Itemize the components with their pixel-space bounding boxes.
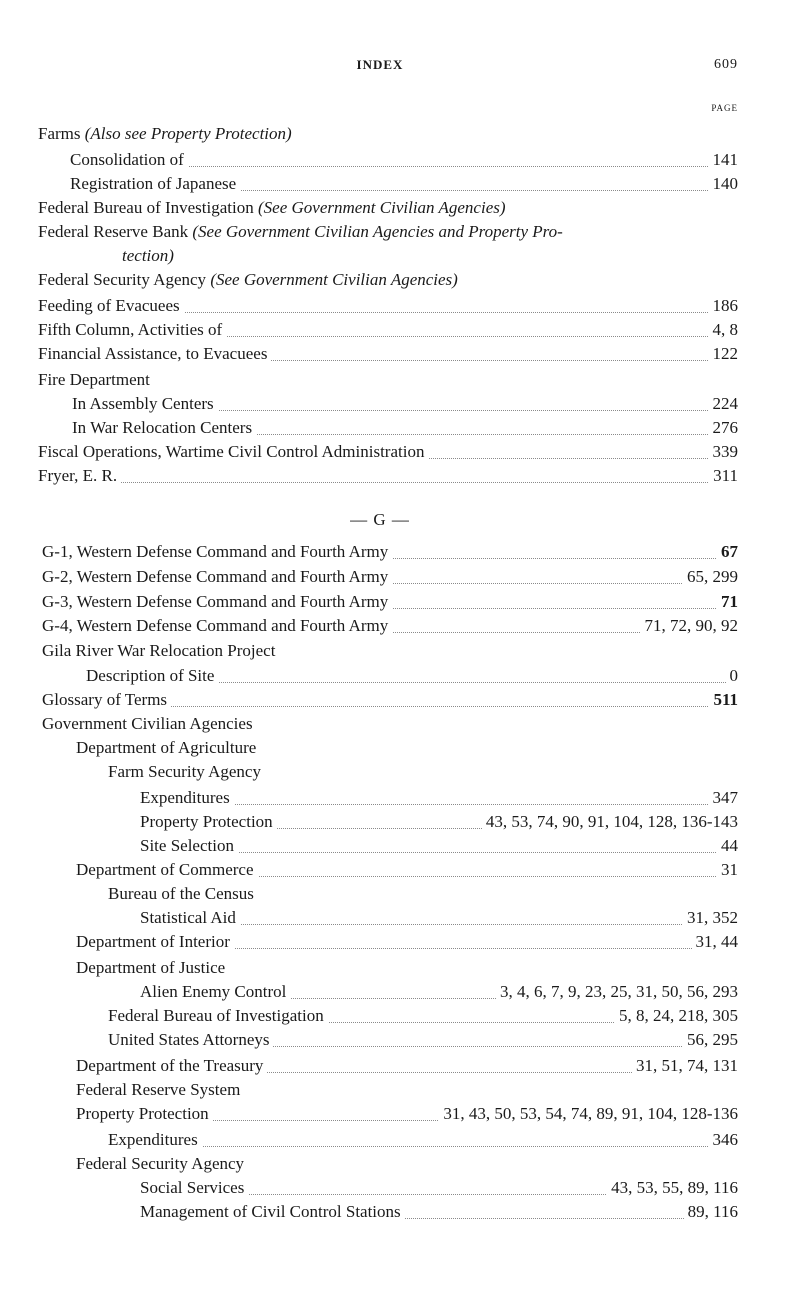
entry-heading: Government Civilian Agencies: [42, 712, 257, 736]
entry-heading: Property Protection: [76, 1102, 213, 1126]
entry-heading: Consolidation of: [70, 148, 188, 172]
entry-heading: Expenditures: [140, 786, 234, 810]
entry-heading: In War Relocation Centers: [72, 416, 256, 440]
page-references: 89, 116: [684, 1200, 738, 1224]
entry-heading: Federal Security Agency (See Government Civilian Agencies): [38, 268, 462, 292]
index-entry: [0, 1054, 800, 1078]
entry-heading: G-1, Western Defense Command and Fourth Army: [42, 540, 392, 564]
entry-heading: Department of Commerce: [76, 858, 258, 882]
page-references: 186: [709, 294, 739, 318]
page-references: 56, 295: [683, 1028, 738, 1052]
page-references: 140: [709, 172, 739, 196]
page-references: 71: [717, 590, 738, 614]
page-references: 65, 299: [683, 565, 738, 589]
page-references: 141: [709, 148, 739, 172]
page-references: 67: [717, 540, 738, 564]
page-references: 31: [717, 858, 738, 882]
entry-heading: Federal Reserve Bank (See Government Civilian Agencies and Property Pro-: [38, 220, 567, 244]
page-references: 346: [709, 1128, 739, 1152]
entry-heading: Glossary of Terms: [42, 688, 171, 712]
entry-heading: Description of Site: [86, 664, 218, 688]
entry-heading: G-3, Western Defense Command and Fourth Army: [42, 590, 392, 614]
cross-reference: (See Government Civilian Agencies and Property Pro-: [188, 222, 563, 241]
entry-heading: Farm Security Agency: [108, 760, 265, 784]
page-references: 0: [726, 664, 739, 688]
page-references: 31, 352: [683, 906, 738, 930]
entry-heading: Department of the Treasury: [76, 1054, 267, 1078]
index-entry: [0, 1128, 800, 1152]
index-entry: [0, 172, 800, 196]
page-header: [0, 57, 800, 77]
page-references: 224: [709, 392, 739, 416]
entry-heading: Farms (Also see Property Protection): [38, 122, 296, 146]
entry-heading: Department of Interior: [76, 930, 234, 954]
index-entry: [0, 1200, 800, 1224]
index-entry: [0, 220, 800, 244]
cross-reference: (See Government Civilian Agencies): [253, 198, 506, 217]
entry-heading: Gila River War Relocation Project: [42, 639, 279, 663]
section-letter-g: — G —: [350, 510, 410, 529]
index-entry: [0, 464, 800, 488]
page-references: 43, 53, 74, 90, 91, 104, 128, 136-143: [482, 810, 738, 834]
index-title: INDEX: [356, 57, 404, 72]
page-references: 339: [709, 440, 739, 464]
dot-leader: [150, 780, 730, 805]
entry-heading: Statistical Aid: [140, 906, 240, 930]
entry-heading: Federal Bureau of Investigation: [108, 1004, 328, 1028]
page-references: 276: [709, 416, 739, 440]
cross-reference: (Also see Property Protection): [80, 124, 292, 143]
entry-heading: Fire Department: [38, 368, 154, 392]
entry-heading: In Assembly Centers: [72, 392, 218, 416]
entry-heading: Department of Agriculture: [76, 736, 260, 760]
entry-heading: Registration of Japanese: [70, 172, 240, 196]
page-references: 311: [709, 464, 738, 488]
page-number: 609: [714, 57, 738, 72]
index-entry: [0, 614, 800, 638]
entry-heading: Federal Security Agency: [76, 1152, 248, 1176]
entry-heading: Property Protection: [140, 810, 277, 834]
page-references: 4, 8: [709, 318, 739, 342]
page-references: 43, 53, 55, 89, 116: [607, 1176, 738, 1200]
entry-heading: Financial Assistance, to Evacuees: [38, 342, 271, 366]
index-entry: [0, 736, 800, 760]
entry-heading: Social Services: [140, 1176, 248, 1200]
page-references: 31, 43, 50, 53, 54, 74, 89, 91, 104, 128-136: [439, 1102, 738, 1126]
page-references: 3, 4, 6, 7, 9, 23, 25, 31, 50, 56, 293: [496, 980, 738, 1004]
index-entry: [0, 244, 800, 268]
entry-heading: Federal Reserve System: [76, 1078, 244, 1102]
entry-heading: United States Attorneys: [108, 1028, 273, 1052]
entry-heading: G-4, Western Defense Command and Fourth Army: [42, 614, 392, 638]
page-references: 511: [709, 688, 738, 712]
page-references: 347: [709, 786, 739, 810]
entry-heading: Management of Civil Control Stations: [140, 1200, 405, 1224]
page-references: 44: [717, 834, 738, 858]
entry-heading: Fryer, E. R.: [38, 464, 121, 488]
page-references: 31, 44: [692, 930, 739, 954]
index-entry: [0, 858, 800, 882]
page-references: 5, 8, 24, 218, 305: [615, 1004, 738, 1028]
cross-reference: (See Government Civilian Agencies): [206, 270, 458, 289]
index-entry: [0, 712, 800, 736]
page-column-label: PAGE: [711, 103, 738, 113]
entry-heading: Alien Enemy Control: [140, 980, 290, 1004]
entry-heading: Bureau of the Census: [108, 882, 258, 906]
entry-heading: Feeding of Evacuees: [38, 294, 184, 318]
entry-heading: G-2, Western Defense Command and Fourth Army: [42, 565, 392, 589]
entry-heading: Fiscal Operations, Wartime Civil Control Administration: [38, 440, 428, 464]
index-entry: [0, 930, 800, 954]
entry-heading: Site Selection: [140, 834, 238, 858]
index-entry: [0, 688, 800, 712]
entry-heading: Expenditures: [108, 1128, 202, 1152]
index-entry: [0, 196, 800, 220]
cross-reference: tection): [122, 246, 174, 265]
dot-leader: [48, 458, 730, 483]
page-references: 31, 51, 74, 131: [632, 1054, 738, 1078]
entry-heading: Department of Justice: [76, 956, 229, 980]
page-references: 71, 72, 90, 92: [641, 614, 739, 638]
dot-leader: [118, 1122, 730, 1147]
entry-heading: [122, 244, 178, 268]
entry-heading: Fifth Column, Activities of: [38, 318, 226, 342]
index-entry: [0, 342, 800, 366]
entry-heading: Federal Bureau of Investigation (See Government Civilian Agencies): [38, 196, 510, 220]
page-references: 122: [709, 342, 739, 366]
